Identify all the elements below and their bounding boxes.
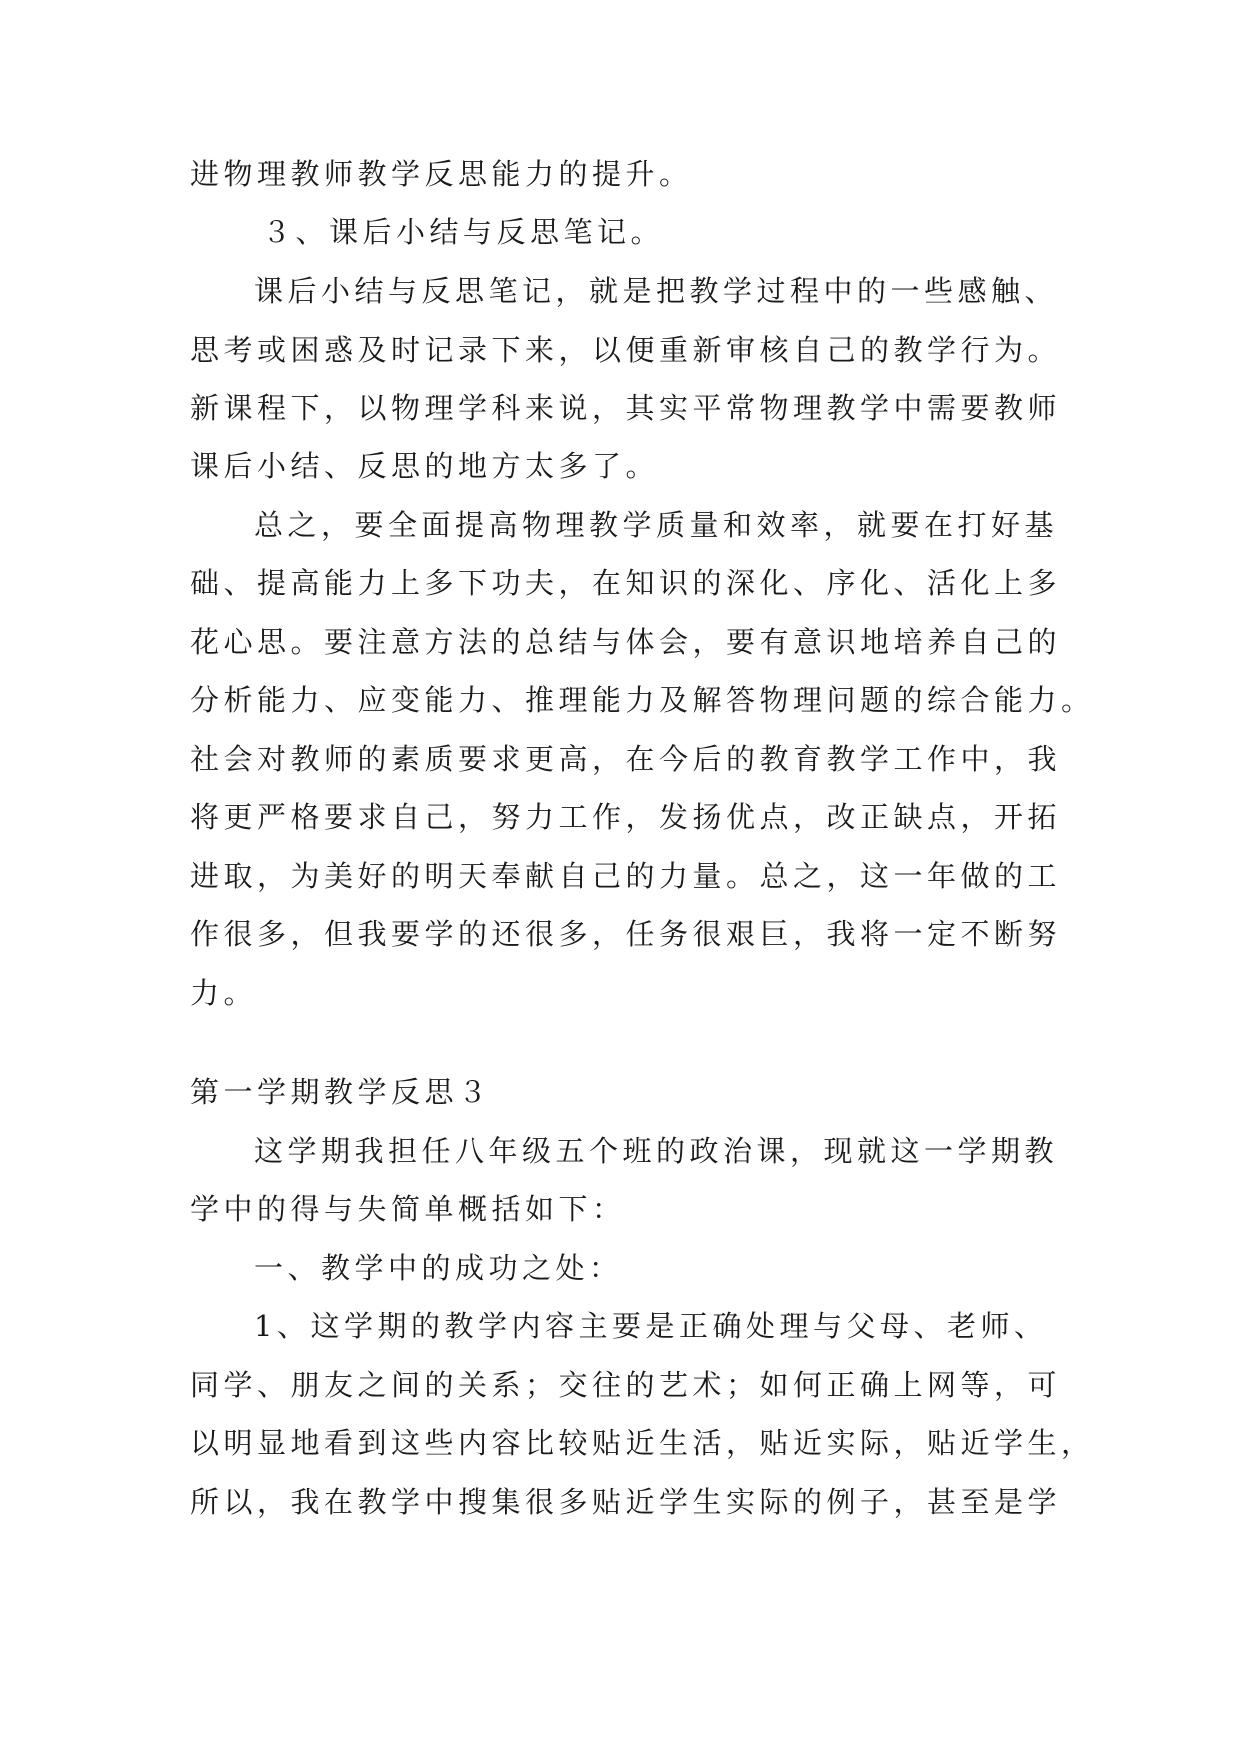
section-heading: ３、课后小结与反思笔记。 — [262, 215, 665, 249]
text-line: 花心思。要注意方法的总结与体会，要有意识地培养自己的 — [190, 625, 1062, 659]
text-line: 社会对教师的素质要求更高，在今后的教育教学工作中，我 — [190, 742, 1062, 776]
text-line: 进取，为美好的明天奉献自己的力量。总之，这一年做的工 — [190, 859, 1062, 893]
text-line: 新课程下，以物理学科来说，其实平常物理教学中需要教师 — [190, 391, 1062, 425]
text-line: 课后小结、反思的地方太多了。 — [190, 449, 660, 483]
text-line: 将更严格要求自己，努力工作，发扬优点，改正缺点，开拓 — [190, 800, 1062, 834]
text-line: 力。 — [190, 976, 258, 1010]
text-line: 进物理教师教学反思能力的提升。 — [190, 157, 693, 191]
document-heading: 第一学期教学反思３ — [190, 1075, 492, 1109]
text-line: 作很多，但我要学的还很多，任务很艰巨，我将一定不断努 — [190, 917, 1062, 951]
paragraph-start: 课后小结与反思笔记，就是把教学过程中的一些感触、 — [254, 274, 1059, 308]
section-heading: 一、教学中的成功之处： — [254, 1251, 623, 1285]
text-line: 础、提高能力上多下功夫，在知识的深化、序化、活化上多 — [190, 566, 1062, 600]
text-line: 学中的得与失简单概括如下： — [190, 1192, 626, 1226]
text-line: 分析能力、应变能力、推理能力及解答物理问题的综合能力。 — [190, 683, 1095, 717]
paragraph-start: 总之，要全面提高物理教学质量和效率，就要在打好基 — [254, 508, 1059, 542]
text-line: 同学、朋友之间的关系；交往的艺术；如何正确上网等，可 — [190, 1368, 1062, 1402]
paragraph-start: 1、这学期的教学内容主要是正确处理与父母、老师、 — [254, 1309, 1048, 1343]
text-line: 以明显地看到这些内容比较贴近生活，贴近实际，贴近学生， — [190, 1426, 1095, 1460]
text-line: 思考或困惑及时记录下来，以便重新审核自己的教学行为。 — [190, 333, 1062, 367]
paragraph-start: 这学期我担任八年级五个班的政治课，现就这一学期教 — [254, 1134, 1059, 1168]
text-line: 所以，我在教学中搜集很多贴近学生实际的例子，甚至是学 — [190, 1485, 1062, 1519]
